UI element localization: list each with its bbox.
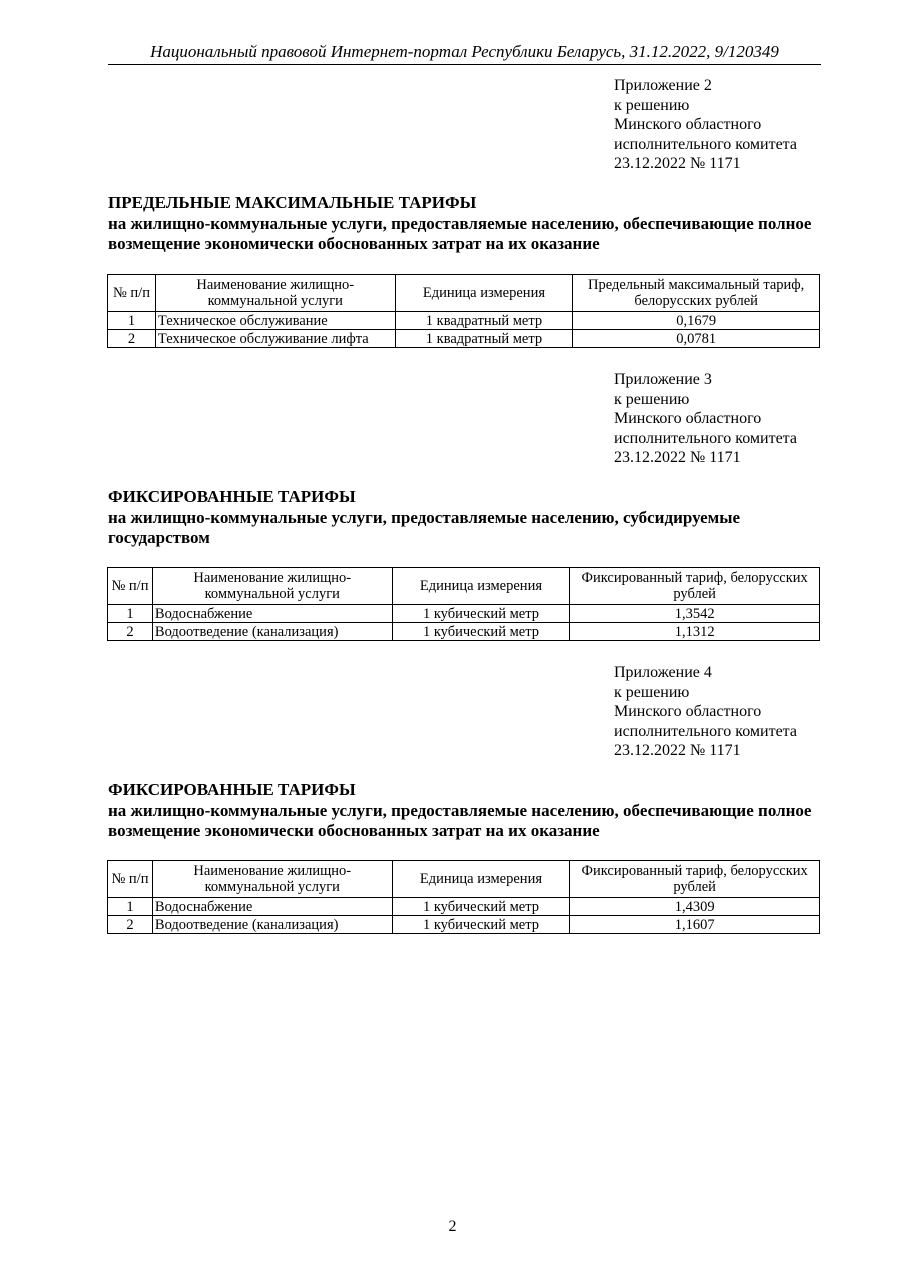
column-header-service: Наименование жилищно-коммунальной услуги xyxy=(155,275,395,312)
appendix-line: к решению xyxy=(614,683,690,701)
row-tariff: 1,1607 xyxy=(570,916,820,934)
tariff-table-1 xyxy=(107,274,820,348)
row-tariff: 1,3542 xyxy=(570,605,820,623)
row-number: 1 xyxy=(108,312,156,330)
appendix-line: Минского областного xyxy=(614,410,762,427)
appendix-line: Минского областного xyxy=(614,116,762,133)
tariff-table-2 xyxy=(107,567,820,641)
appendix-2-block xyxy=(614,76,797,174)
table-row xyxy=(108,623,820,641)
appendix-line: Приложение 2 xyxy=(614,77,712,94)
row-unit: 1 кубический метр xyxy=(392,898,570,916)
column-header-service: Наименование жилищно-коммунальной услуги xyxy=(152,568,392,605)
appendix-line: Приложение 4 xyxy=(614,664,712,681)
column-header-tariff: Фиксированный тариф, белорусских рублей xyxy=(570,861,820,898)
tariff-table-3 xyxy=(107,860,820,934)
appendix-line: 23.12.2022 № 1171 xyxy=(614,742,741,759)
page-number: 2 xyxy=(448,1218,457,1235)
appendix-line: Приложение 3 xyxy=(614,371,712,388)
section-title: ПРЕДЕЛЬНЫЕ МАКСИМАЛЬНЫЕ ТАРИФЫ xyxy=(108,193,477,212)
row-service: Водоснабжение xyxy=(152,898,392,916)
column-header-unit: Единица измерения xyxy=(392,861,570,898)
row-service: Водоотведение (канализация) xyxy=(152,623,392,641)
appendix-3-block xyxy=(614,370,797,468)
column-header-tariff: Фиксированный тариф, белорусских рублей xyxy=(570,568,820,605)
appendix-line: к решению xyxy=(614,390,690,408)
section-1-title-block xyxy=(108,193,820,255)
column-header-number: № п/п xyxy=(108,861,153,898)
appendix-4-block xyxy=(614,663,797,761)
row-service: Техническое обслуживание xyxy=(155,312,395,330)
row-number: 2 xyxy=(108,916,153,934)
column-header-number: № п/п xyxy=(108,275,156,312)
appendix-line: Минского областного xyxy=(614,703,762,720)
section-title: ФИКСИРОВАННЫЕ ТАРИФЫ xyxy=(108,487,356,506)
row-service: Техническое обслуживание лифта xyxy=(155,330,395,348)
column-header-unit: Единица измерения xyxy=(392,568,570,605)
table-row xyxy=(108,916,820,934)
row-unit: 1 квадратный метр xyxy=(395,312,573,330)
row-unit: 1 кубический метр xyxy=(392,623,570,641)
section-subtitle: на жилищно-коммунальные услуги, предоставляемые населению, обеспечивающие полное возмещение экономически обоснованных затрат на их оказание xyxy=(108,213,812,253)
row-tariff: 1,1312 xyxy=(570,623,820,641)
row-number: 2 xyxy=(108,623,153,641)
row-tariff: 0,0781 xyxy=(573,330,820,348)
row-tariff: 0,1679 xyxy=(573,312,820,330)
section-title: ФИКСИРОВАННЫЕ ТАРИФЫ xyxy=(108,780,356,799)
table-row xyxy=(108,312,820,330)
row-number: 2 xyxy=(108,330,156,348)
row-number: 1 xyxy=(108,605,153,623)
column-header-unit: Единица измерения xyxy=(395,275,573,312)
row-number: 1 xyxy=(108,898,153,916)
appendix-line: исполнительного комитета xyxy=(614,429,797,447)
table-row xyxy=(108,330,820,348)
row-unit: 1 кубический метр xyxy=(392,916,570,934)
section-3-title-block xyxy=(108,780,820,842)
appendix-line: исполнительного комитета xyxy=(614,722,797,740)
table-row xyxy=(108,898,820,916)
section-2-title-block xyxy=(108,487,820,549)
appendix-line: 23.12.2022 № 1171 xyxy=(614,449,741,466)
row-tariff: 1,4309 xyxy=(570,898,820,916)
row-unit: 1 квадратный метр xyxy=(395,330,573,348)
portal-header: Национальный правовой Интернет-портал Республики Беларусь, 31.12.2022, 9/120349 xyxy=(108,42,821,65)
section-subtitle: на жилищно-коммунальные услуги, предоставляемые населению, субсидируемые государством xyxy=(108,507,741,547)
table-row xyxy=(108,605,820,623)
column-header-number: № п/п xyxy=(108,568,153,605)
appendix-line: исполнительного комитета xyxy=(614,135,797,153)
column-header-service: Наименование жилищно-коммунальной услуги xyxy=(152,861,392,898)
section-subtitle: на жилищно-коммунальные услуги, предоставляемые населению, обеспечивающие полное возмещение экономически обоснованных затрат на их оказание xyxy=(108,800,812,840)
appendix-line: к решению xyxy=(614,96,690,114)
appendix-line: 23.12.2022 № 1171 xyxy=(614,155,741,172)
column-header-tariff: Предельный максимальный тариф, белорусских рублей xyxy=(573,275,820,312)
row-unit: 1 кубический метр xyxy=(392,605,570,623)
row-service: Водоснабжение xyxy=(152,605,392,623)
row-service: Водоотведение (канализация) xyxy=(152,916,392,934)
